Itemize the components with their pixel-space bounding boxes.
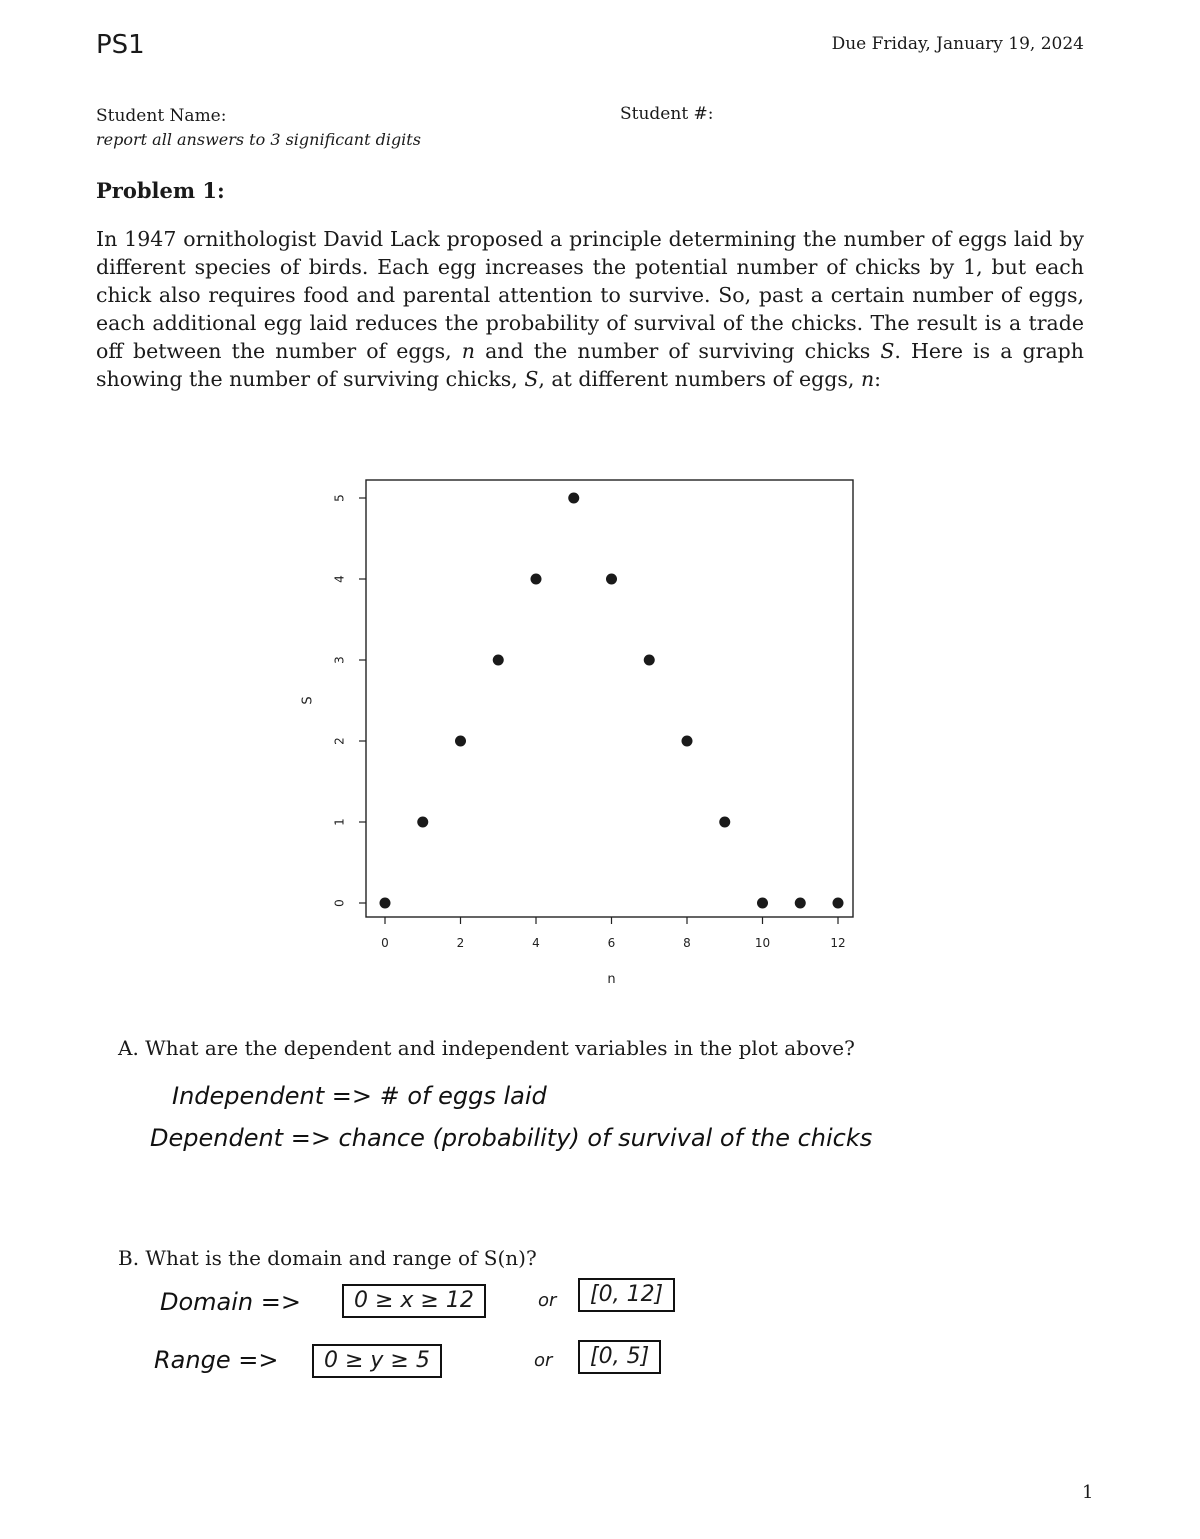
data-point [757,898,768,909]
x-tick-label: 6 [607,936,616,950]
y-tick-label: 0 [332,899,347,907]
x-tick-label: 0 [381,936,389,950]
x-tick-label: 10 [754,936,771,950]
data-point [644,655,655,666]
student-name-label: Student Name: [96,106,227,126]
range-answer-box: 0 ≥ y ≥ 5 [312,1344,442,1378]
scatter-chart [290,470,870,1000]
domain-interval-box: [0, 12] [578,1278,675,1312]
problem-intro [96,225,1084,393]
data-point [719,817,730,828]
data-point [417,817,428,828]
answer-a-dependent: Dependent => chance (probability) of survival of the chicks [150,1124,873,1152]
significant-digits-note: report all answers to 3 significant digits [96,130,421,149]
intro-text: In 1947 ornithologist David Lack proposed a principle determining the number of eggs laid by different species of birds. Each egg increases the potential number of chicks by 1, but each chick also requires food and parental attention to survive. So, past a certain number of eggs, each additional egg laid reduces the probability of survival of the chicks. The result is a trade off between the number of eggs, [96,227,1084,363]
y-tick-label: 1 [332,818,347,826]
intro-var-n: n [860,367,875,391]
domain-label: Domain => [160,1288,301,1316]
data-point [606,574,617,585]
x-axis-label: n [607,972,616,987]
x-tick-label: 12 [830,936,846,950]
data-point [380,898,391,909]
intro-text: : [874,367,882,391]
due-date: Due Friday, January 19, 2024 [831,34,1084,54]
data-point [682,736,693,747]
y-tick-label: 4 [332,575,347,583]
question-b: B. What is the domain and range of S(n)? [118,1246,537,1270]
y-tick-label: 3 [332,656,347,664]
problem-title: Problem 1: [96,178,225,203]
data-point [531,574,542,585]
data-point [493,655,504,666]
page-number: 1 [1082,1482,1094,1503]
data-point [568,493,579,504]
x-tick-label: 2 [456,936,465,950]
question-a: A. What are the dependent and independent variables in the plot above? [118,1036,855,1060]
intro-text: and the number of surviving chicks [474,339,881,363]
range-label: Range => [154,1346,279,1374]
intro-var-s: S [880,339,895,363]
domain-or: or [538,1290,557,1311]
data-point [455,736,466,747]
y-axis-label: S [300,696,316,705]
domain-answer-box: 0 ≥ x ≥ 12 [342,1284,486,1318]
data-point [833,898,844,909]
page-title: PS1 [96,30,145,60]
y-tick-label: 2 [332,737,347,745]
y-tick-label: 5 [332,494,347,502]
data-point [795,898,806,909]
range-or: or [534,1350,553,1371]
answer-a-independent: Independent => # of eggs laid [172,1082,547,1110]
student-number-label: Student #: [620,104,714,124]
intro-text: . Here is a graph showing the number of surviving chicks, [96,339,1084,391]
x-tick-label: 8 [683,936,691,950]
intro-var-s: S [524,367,539,391]
intro-var-n: n [461,339,475,363]
range-interval-box: [0, 5] [578,1340,661,1374]
intro-text: , at different numbers of eggs, [538,367,861,391]
x-tick-label: 4 [532,936,540,950]
plot-frame [366,480,853,917]
